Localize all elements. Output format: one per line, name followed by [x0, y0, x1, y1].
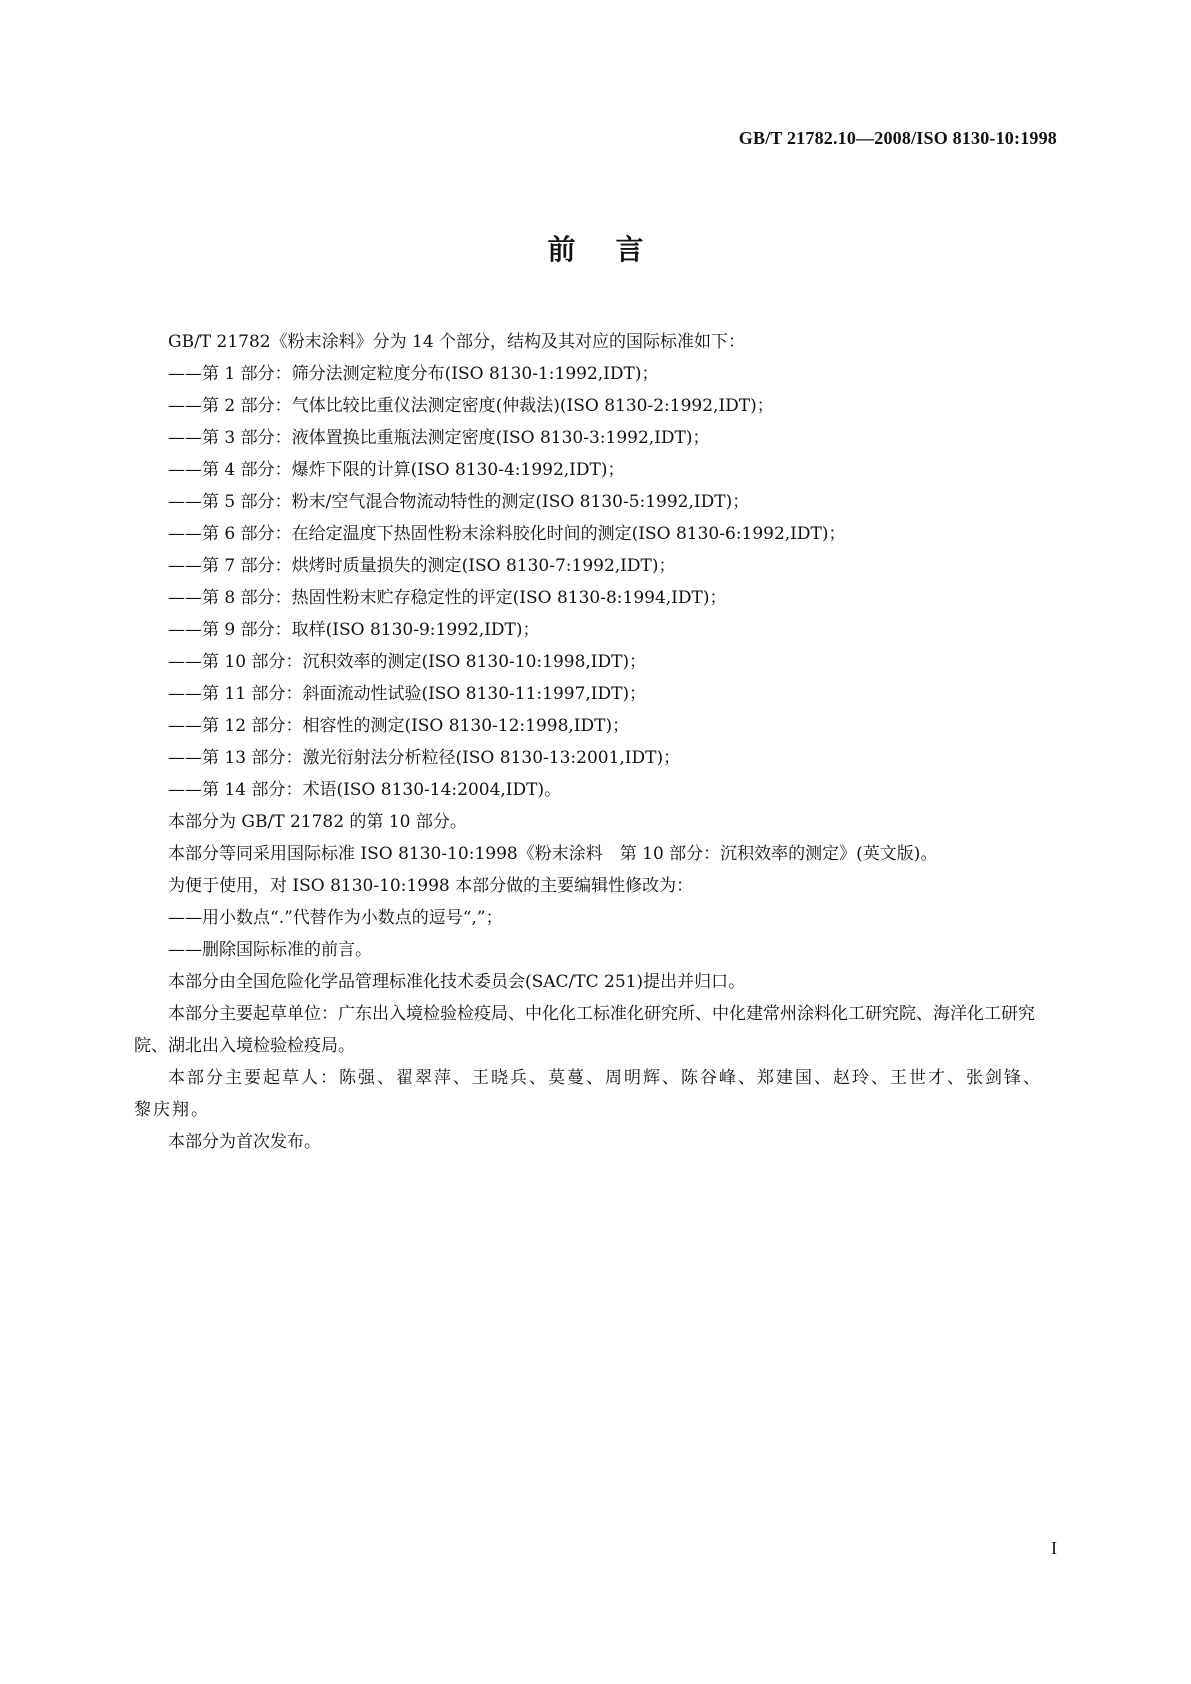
- part-list-item: ——第 4 部分：爆炸下限的计算(ISO 8130-4:1992,IDT)；: [168, 460, 625, 480]
- part-list-item: ——第 7 部分：烘烤时质量损失的测定(ISO 8130-7:1992,IDT)；: [168, 556, 676, 576]
- part-list-item: ——第 2 部分：气体比较比重仪法测定密度(仲裁法)(ISO 8130-2:1992,IDT)；: [168, 396, 774, 416]
- proposed-by-paragraph: 本部分由全国危险化学品管理标准化技术委员会(SAC/TC 251)提出并归口。: [168, 972, 746, 992]
- page-title: 前言: [547, 233, 684, 266]
- part-list-item: ——第 10 部分：沉积效率的测定(ISO 8130-10:1998,IDT)；: [168, 652, 647, 672]
- intro-paragraph: GB/T 21782《粉末涂料》分为 14 个部分，结构及其对应的国际标准如下：: [168, 332, 746, 352]
- part-list-item: ——第 6 部分：在给定温度下热固性粉末涂料胶化时间的测定(ISO 8130-6:1992,IDT)；: [168, 524, 846, 544]
- drafting-units-paragraph: 本部分主要起草单位：广东出入境检验检疫局、中化化工标准化研究所、中化建常州涂料化工研究院、海洋化工研究院、湖北出入境检验检疫局。: [134, 1004, 1035, 1056]
- part-list-item: ——第 12 部分：相容性的测定(ISO 8130-12:1998,IDT)；: [168, 716, 630, 736]
- foreword-body: [134, 326, 1058, 1158]
- part-list-item: ——第 8 部分：热固性粉末贮存稳定性的评定(ISO 8130-8:1994,IDT)；: [168, 588, 727, 608]
- part-list-item: ——第 5 部分：粉末/空气混合物流动特性的测定(ISO 8130-5:1992,IDT)；: [168, 492, 750, 512]
- page-number: I: [1051, 1538, 1057, 1558]
- standard-code: GB/T 21782.10—2008/ISO 8130-10:1998: [738, 128, 1057, 148]
- part-list-item: ——第 9 部分：取样(ISO 8130-9:1992,IDT)；: [168, 620, 540, 640]
- edits-intro-paragraph: 为便于使用，对 ISO 8130-10:1998 本部分做的主要编辑性修改为：: [168, 876, 694, 896]
- edit-list-item: ——用小数点“.”代替作为小数点的逗号“,”；: [168, 908, 503, 928]
- first-release-paragraph: 本部分为首次发布。: [168, 1132, 321, 1152]
- adoption-paragraph: 本部分等同采用国际标准 ISO 8130-10:1998《粉末涂料 第 10 部分：沉积效率的测定》(英文版)。: [168, 844, 938, 864]
- this-part-paragraph: 本部分为 GB/T 21782 的第 10 部分。: [168, 812, 467, 832]
- part-list-item: ——第 14 部分：术语(ISO 8130-14:2004,IDT)。: [168, 780, 562, 800]
- part-list-item: ——第 11 部分：斜面流动性试验(ISO 8130-11:1997,IDT)；: [168, 684, 647, 704]
- edit-list-item: ——删除国际标准的前言。: [168, 940, 372, 960]
- part-list-item: ——第 13 部分：激光衍射法分析粒径(ISO 8130-13:2001,IDT)；: [168, 748, 681, 768]
- part-list-item: ——第 1 部分：筛分法测定粒度分布(ISO 8130-1:1992,IDT)；: [168, 364, 659, 384]
- drafters-paragraph: 本部分主要起草人：陈强、翟翠萍、王晓兵、莫蔓、周明辉、陈谷峰、郑建国、赵玲、王世才、张剑锋、黎庆翔。: [134, 1068, 1042, 1120]
- part-list-item: ——第 3 部分：液体置换比重瓶法测定密度(ISO 8130-3:1992,IDT)；: [168, 428, 710, 448]
